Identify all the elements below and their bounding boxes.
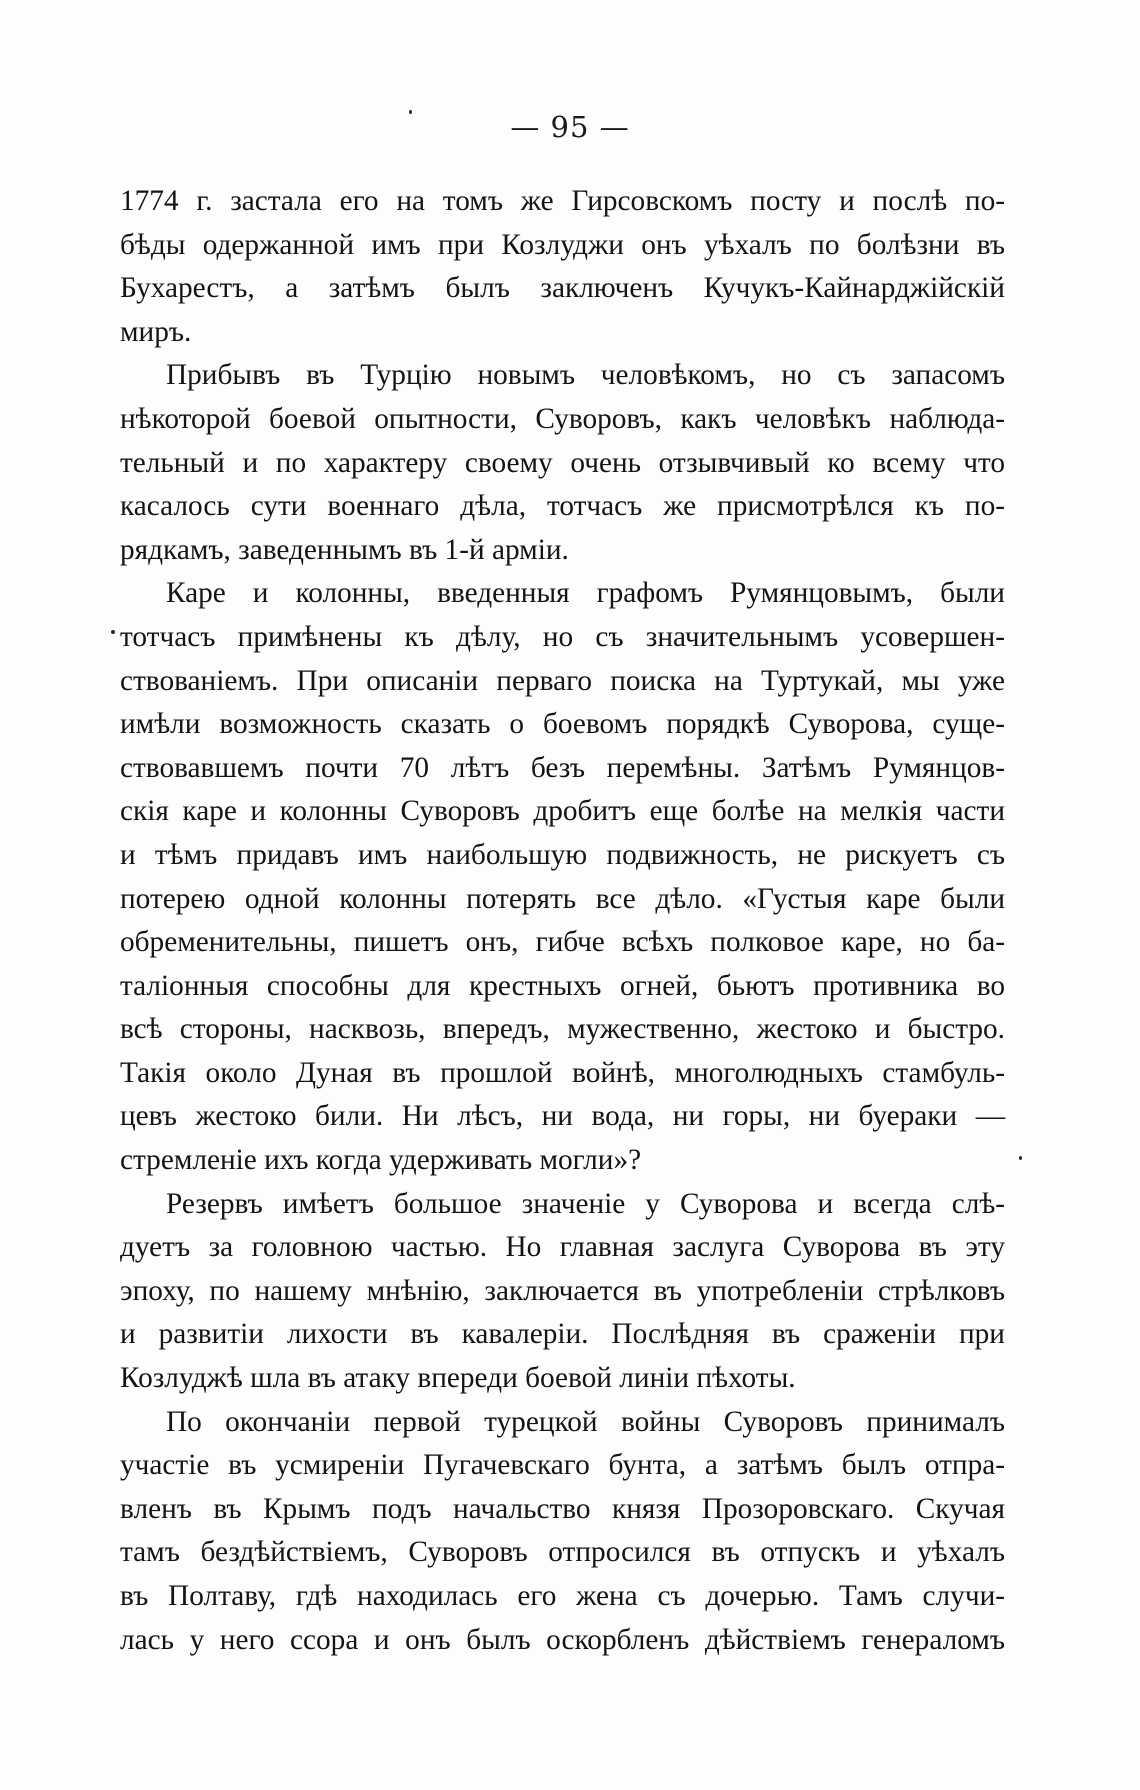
text-line: Такія около Дуная въ прошлой войнѣ, многолюдныхъ стамбуль- (120, 1056, 1005, 1089)
text-line: бѣды одержанной имъ при Козлуджи онъ уѣхалъ по болѣзни въ (120, 228, 1005, 261)
text-line: касалось сути военнаго дѣла, тотчасъ же присмотрѣлся къ по- (120, 490, 1005, 523)
text-line: ствовавшемъ почти 70 лѣтъ безъ перемѣны. Затѣмъ Румянцов- (120, 751, 1005, 784)
text-line: обременительны, пишетъ онъ, гибче всѣхъ полковое каре, но ба- (120, 926, 1005, 959)
text-line: тотчасъ примѣнены къ дѣлу, но съ значительнымъ усовершен- (120, 620, 1005, 653)
text-line: и развитіи лихости въ кавалеріи. Послѣдняя въ сраженіи при (120, 1318, 1005, 1351)
text-line: въ Полтаву, гдѣ находилась его жена съ дочерью. Тамъ случи- (120, 1580, 1005, 1612)
text-line: Бухарестъ, а затѣмъ былъ заключенъ Кучукъ-Кайнарджійскій (120, 272, 1005, 305)
text-line: дуетъ за головною частью. Но главная заслуга Суворова въ эту (120, 1231, 1005, 1264)
text-line: стремленіе ихъ когда удерживать могли»? (120, 1144, 642, 1177)
text-line: Козлуджѣ шла въ атаку впереди боевой линіи пѣхоты. (120, 1362, 796, 1395)
text-line: и тѣмъ придавъ имъ наибольшую подвижность, не рискуетъ съ (120, 838, 1005, 871)
text-line: нѣкоторой боевой опытности, Суворовъ, какъ человѣкъ наблюда- (120, 402, 1005, 435)
page-number: — 95 — (510, 110, 630, 144)
text-line: тамъ бездѣйствіемъ, Суворовъ отпросился въ отпускъ и уѣхалъ (120, 1536, 1005, 1569)
print-speck (111, 630, 115, 634)
text-line: лась у него ссора и онъ былъ оскорбленъ дѣйствіемъ генераломъ (120, 1623, 1005, 1656)
text-line: эпоху, по нашему мнѣнію, заключается въ употребленіи стрѣлковъ (120, 1274, 1005, 1307)
text-line: участіе въ усмиреніи Пугачевскаго бунта, а затѣмъ былъ отпра- (120, 1449, 1005, 1482)
text-line: тельный и по характеру своему очень отзывчивый ко всему что (120, 446, 1005, 479)
text-line: ствованіемъ. При описаніи перваго поиска на Туртукай, мы уже (120, 664, 1005, 697)
text-line: По окончаніи первой турецкой войны Суворовъ принималъ (166, 1405, 1005, 1438)
text-line: рядкамъ, заведеннымъ въ 1-й арміи. (120, 533, 569, 566)
text-line: всѣ стороны, насквозь, впередъ, мужественно, жестоко и быстро. (120, 1013, 1005, 1046)
print-speck (1019, 1156, 1022, 1160)
text-line: таліонныя способны для крестныхъ огней, бьютъ противника во (120, 969, 1005, 1002)
text-line: имѣли возможность сказать о боевомъ порядкѣ Суворова, суще- (120, 708, 1005, 741)
text-line: 1774 г. застала его на томъ же Гирсовскомъ посту и послѣ по- (120, 185, 1005, 217)
print-speck (409, 110, 412, 114)
text-line: Каре и колонны, введенныя графомъ Румянцовымъ, были (166, 577, 1005, 610)
text-line: Прибывъ въ Турцію новымъ человѣкомъ, но съ запасомъ (166, 359, 1005, 392)
text-line: цевъ жестоко били. Ни лѣсъ, ни вода, ни горы, ни буераки — (120, 1100, 1005, 1133)
text-line: скія каре и колонны Суворовъ дробитъ еще болѣе на мелкія части (120, 795, 1005, 828)
body-text (120, 180, 1005, 1662)
text-line: миръ. (120, 315, 192, 348)
text-line: вленъ въ Крымъ подъ начальство князя Прозоровскаго. Скучая (120, 1492, 1005, 1525)
text-line: потерею одной колонны потерять все дѣло. «Густыя каре были (120, 882, 1005, 915)
text-line: Резервъ имѣетъ большое значеніе у Суворова и всегда слѣ- (166, 1187, 1005, 1220)
